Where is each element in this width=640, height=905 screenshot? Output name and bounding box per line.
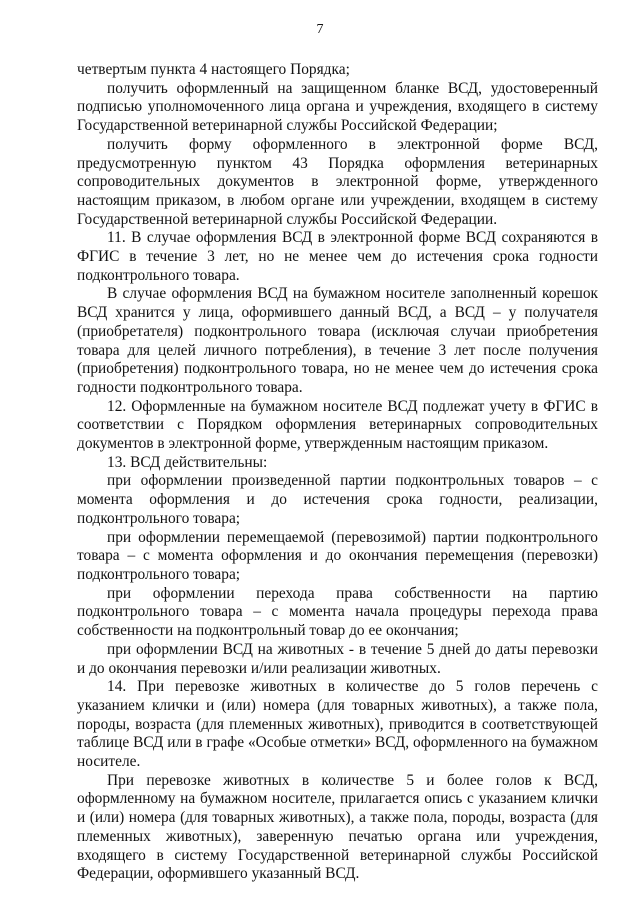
paragraph-item-13: 13. ВСД действительны: [107,453,268,471]
paragraph-item-12: 12. Оформленные на бумажном носителе ВСД подлежат учету в ФГИС в соответствии с Порядком оформления ветеринарных сопроводительных документов в электронной форме, утвержденным настоящим приказом. [77,397,598,453]
paragraph-receive-electronic-form: получить форму оформленного в электронной форме ВСД, предусмотренную пунктом 43 Порядка оформления ветеринарных сопроводительных документов в электронной форме, утвержденного настоящим приказом, в любом органе или учреждении, входящем в систему Государственной ветеринарной службы Российской Федерации. [77,135,598,228]
paragraph-receive-paper-vsd: получить оформленный на защищенном бланке ВСД, удостоверенный подписью уполномоченного лица органа и учреждения, входящего в систему Государственной ветеринарной службы Российской Федерации; [77,79,598,135]
paragraph-paper-storage: В случае оформления ВСД на бумажном носителе заполненный корешок ВСД хранится у лица, оформившего данный ВСД, а ВСД – у получателя (приобретателя) подконтрольного товара (исключая случаи приобретения товара для целей личного потребления), в течение 3 лет после получения (приобретения) подконтрольного товара, но не менее чем до истечения срока годности подконтрольного товара. [77,285,598,396]
document-body [77,61,598,884]
paragraph-continuation: четвертым пункта 4 настоящего Порядка; [77,61,350,78]
paragraph-item-14: 14. При перевозке животных в количестве до 5 голов перечень с указанием клички и (или) номера (для товарных животных), а также пола, породы, возраста (для племенных животных), приводится в соответствующей таблице ВСД или в графе «Особые отметки» ВСД, оформленного на бумажном носителе. [77,678,598,771]
page-number: 7 [316,22,324,37]
paragraph-validity-produced: при оформлении произведенной партии подконтрольных товаров – с момента оформления и до истечения срока годности, реализации, подконтрольного товара; [77,472,598,527]
paragraph-animal-inventory: При перевозке животных в количестве 5 и более голов к ВСД, оформленному на бумажном носителе, прилагается опись с указанием клички и (или) номера (для товарных животных), а также пола, породы, возраста (для племенных животных), заверенную печатью органа или учреждения, входящего в систему Государственной ветеринарной службы Российской Федерации, оформившего указанный ВСД. [77,771,598,883]
paragraph-validity-animals: при оформлении ВСД на животных - в течение 5 дней до даты перевозки и до окончания перевозки и/или реализации животных. [77,640,598,677]
paragraph-validity-transported: при оформлении перемещаемой (перевозимой) партии подконтрольного товара – с момента оформления и до окончания перемещения (перевозки) подконтрольного товара; [77,528,598,583]
paragraph-item-11: 11. В случае оформления ВСД в электронной форме ВСД сохраняются в ФГИС в течение 3 лет, но не менее чем до истечения срока годности подконтрольного товара. [77,229,598,284]
paragraph-validity-ownership: при оформлении перехода права собственности на партию подконтрольного товара – с момента начала процедуры перехода права собственности на подконтрольный товар до ее окончания; [77,584,598,640]
